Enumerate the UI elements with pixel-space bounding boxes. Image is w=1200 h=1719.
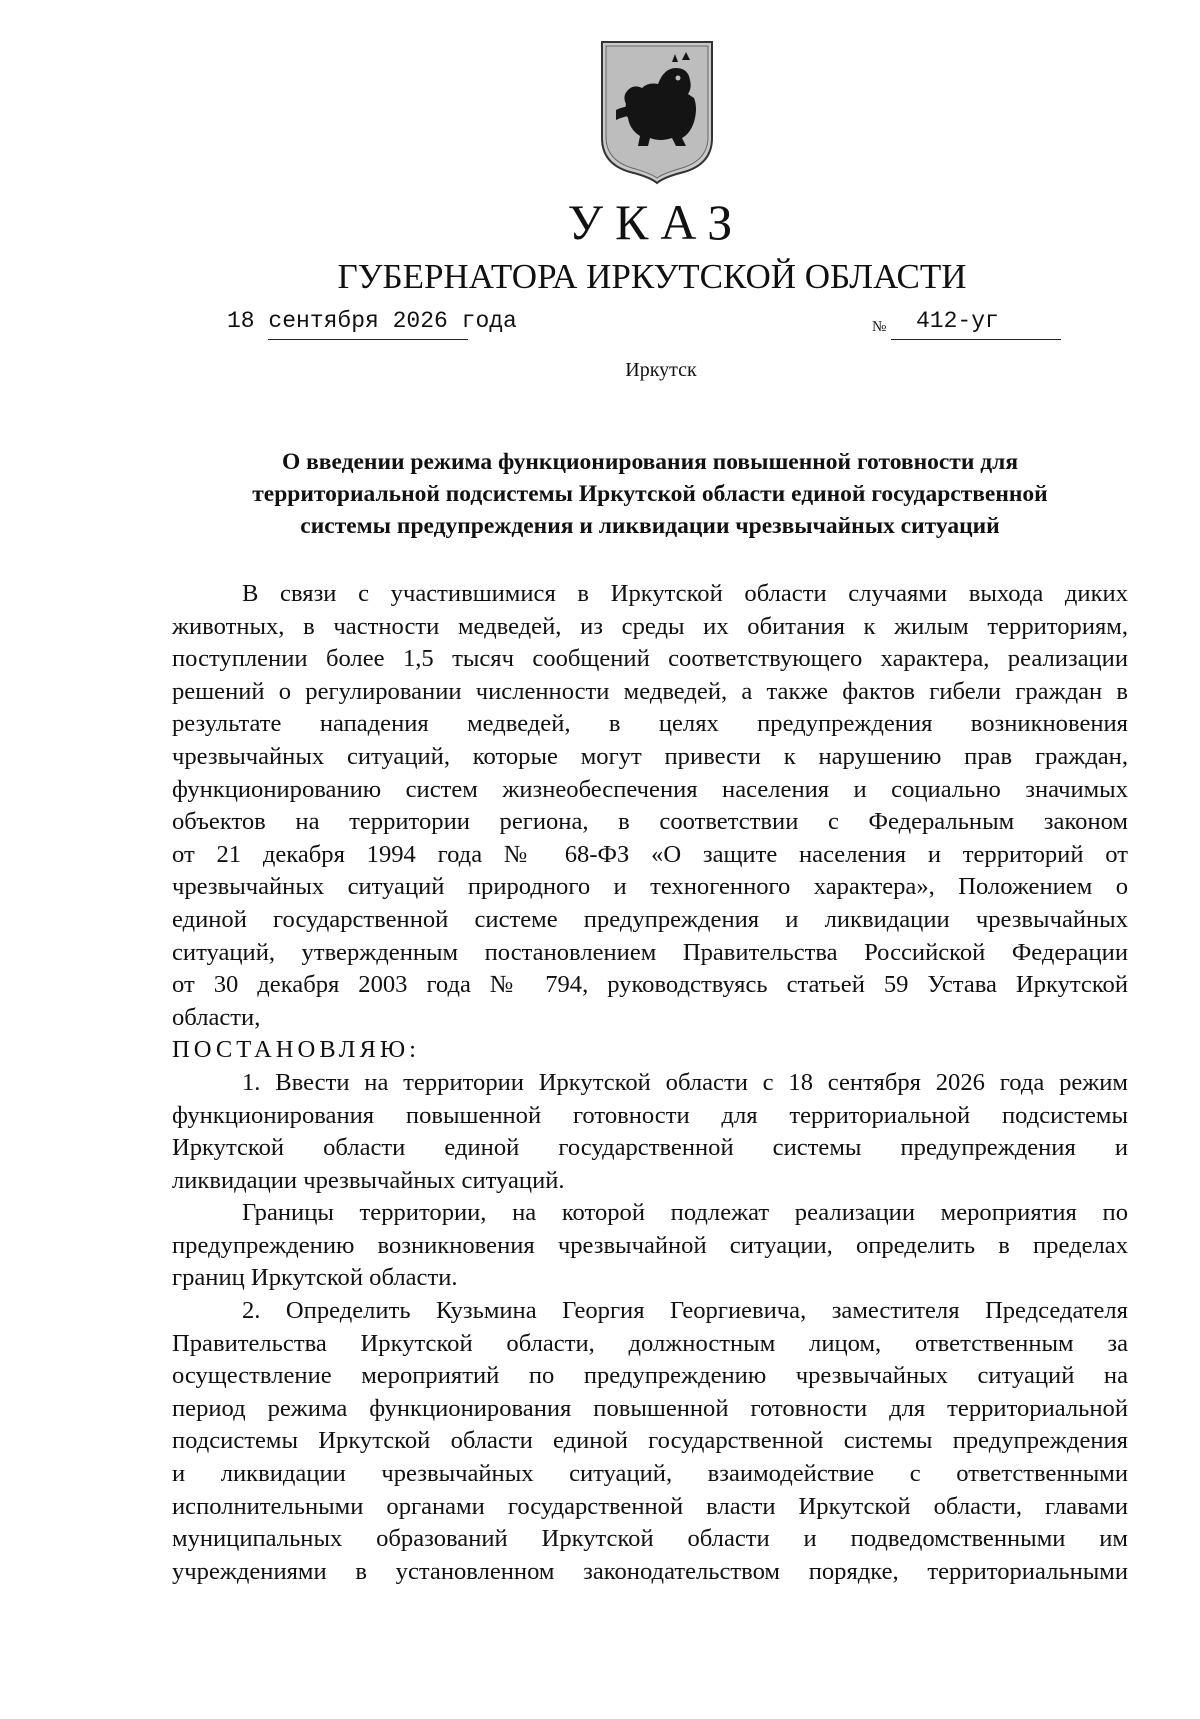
body-line: решений о регулировании численности медведей, а также фактов гибели граждан в — [172, 677, 1128, 705]
body-line: функционированию систем жизнеобеспечения населения и социально значимых — [172, 775, 1128, 803]
irkutsk-coat-of-arms-icon — [598, 38, 716, 185]
body-line: Правительства Иркутской области, должностным лицом, ответственным за — [172, 1329, 1128, 1357]
date-underline — [268, 339, 468, 340]
body-line: ликвидации чрезвычайных ситуаций. — [172, 1166, 565, 1194]
body-line: период режима функционирования повышенной готовности для территориальной — [172, 1394, 1128, 1422]
resolution-word: ПОСТАНОВЛЯЮ: — [172, 1036, 420, 1064]
body-line: от 30 декабря 2003 года № 794, руководствуясь статьей 59 Устава Иркутской — [172, 971, 1128, 999]
body-line: подсистемы Иркутской области единой государственной системы предупреждения — [172, 1427, 1128, 1455]
decree-heading — [172, 446, 1128, 542]
heading-line: территориальной подсистемы Иркутской области единой государственной — [252, 481, 1048, 507]
heading-line: системы предупреждения и ликвидации чрезвычайных ситуаций — [300, 513, 1000, 539]
document-city: Иркутск — [625, 359, 697, 381]
body-line: 1. Ввести на территории Иркутской области с 18 сентября 2026 года режим — [242, 1068, 1128, 1096]
body-line: чрезвычайных ситуаций природного и техногенного характера», Положением о — [172, 873, 1128, 901]
body-line: 2. Определить Кузьмина Георгия Георгиевича, заместителя Председателя — [242, 1297, 1128, 1325]
body-line: В связи с участившимися в Иркутской области случаями выхода диких — [242, 580, 1128, 607]
body-line: и ликвидации чрезвычайных ситуаций, взаимодействие с ответственными — [172, 1460, 1128, 1488]
body-line: муниципальных образований Иркутской области и подведомственными им — [172, 1525, 1128, 1553]
body-line: результате нападения медведей, в целях предупреждения возникновения — [172, 710, 1128, 738]
body-line: животных, в частности медведей, из среды их обитания к жилым территориям, — [172, 612, 1128, 640]
body-line: ситуаций, утвержденным постановлением Правительства Российской Федерации — [172, 938, 1128, 966]
number-underline — [891, 339, 1061, 340]
document-number: 412-уг — [916, 308, 999, 334]
body-line: функционирования повышенной готовности для территориальной подсистемы — [172, 1101, 1128, 1129]
body-line: учреждениями в установленном законодательством порядке, территориальными — [172, 1557, 1128, 1585]
body-line: Иркутской области единой государственной системы предупреждения и — [172, 1134, 1128, 1162]
body-line: Границы территории, на которой подлежат реализации мероприятия по — [242, 1199, 1128, 1227]
body-line: осуществление мероприятий по предупреждению чрезвычайных ситуаций на — [172, 1362, 1128, 1390]
body-line: границ Иркутской области. — [172, 1264, 458, 1292]
body-line: чрезвычайных ситуаций, которые могут привести к нарушению прав граждан, — [172, 742, 1128, 770]
body-line: предупреждению возникновения чрезвычайной ситуации, определить в пределах — [172, 1231, 1128, 1259]
body-line: области, — [172, 1003, 261, 1031]
body-line: единой государственной системе предупреждения и ликвидации чрезвычайных — [172, 905, 1128, 933]
body-line: исполнительными органами государственной власти Иркутской области, главами — [172, 1492, 1128, 1520]
number-prefix: № — [872, 319, 887, 335]
decree-body — [172, 578, 1128, 1588]
document-issuer: ГУБЕРНАТОРА ИРКУТСКОЙ ОБЛАСТИ — [337, 257, 967, 296]
document-date: 18 сентября 2026 года — [227, 308, 517, 334]
heading-line: О введении режима функционирования повышенной готовности для — [281, 449, 1019, 475]
body-line: от 21 декабря 1994 года № 68-ФЗ «О защите населения и территорий от — [172, 840, 1128, 868]
body-line: объектов на территории региона, в соответствии с Федеральным законом — [172, 808, 1128, 836]
document-title: УКАЗ — [567, 194, 745, 250]
body-line: поступлении более 1,5 тысяч сообщений соответствующего характера, реализации — [172, 645, 1128, 673]
